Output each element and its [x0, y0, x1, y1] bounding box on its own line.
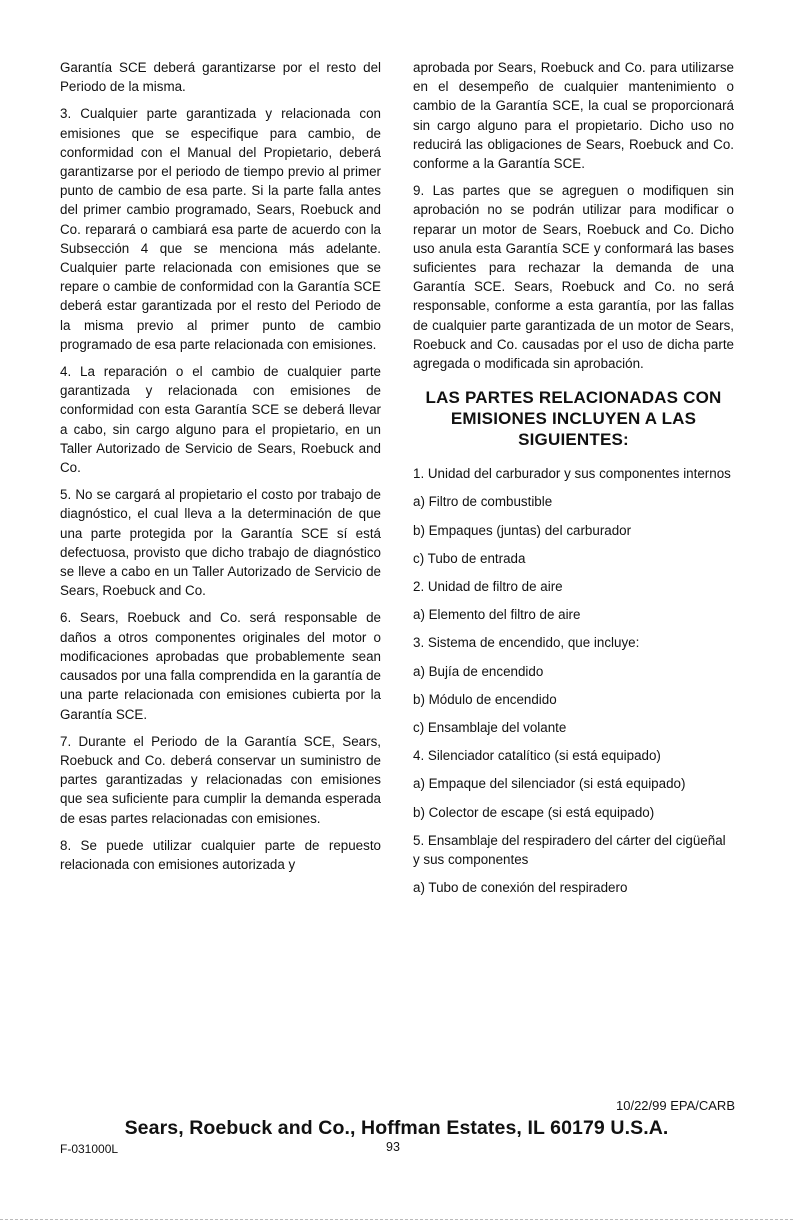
list-item: c) Ensamblaje del volante [413, 720, 567, 736]
paragraph-item-4: 4. La reparación o el cambio de cualquier parte garantizada y relacionada con emisiones de conformidad con esta Garantía SCE se deberá llevar a cabo, sin cargo alguno para el propietario, en un Taller Autorizado de Servicio de Sears, Roebuck and Co. [60, 364, 381, 476]
left-column [60, 58, 381, 882]
list-item: c) Tubo de entrada [413, 550, 526, 566]
page-number: 93 [386, 1140, 400, 1154]
date-code: 10/22/99 EPA/CARB [616, 1098, 735, 1113]
paragraph-item-8: 8. Se puede utilizar cualquier parte de repuesto relacionada con emisiones autorizada y [60, 837, 381, 872]
heading-line: EMISIONES INCLUYEN A LAS [450, 409, 697, 429]
page-edge-divider [0, 1219, 793, 1220]
list-item: a) Bujía de encendido [413, 663, 544, 679]
list-item: 4. Silenciador catalítico (si está equipado) [413, 748, 661, 764]
right-column [413, 58, 734, 907]
list-item: 5. Ensamblaje del respiradero del cárter del cigüeñal y sus componentes [413, 832, 726, 868]
list-item: a) Tubo de conexión del respiradero [413, 880, 628, 896]
paragraph-item-9: 9. Las partes que se agreguen o modifiquen sin aprobación no se podrán utilizar para modificar o reparar un motor de Sears, Roebuck and Co. Dicho uso anula esta Garantía SCE y conformará las bases suficientes para rechazar la demanda de una Garantía SCE. Sears, Roebuck and Co. no será responsable, conforme a esta garantía, por las fallas de cualquier parte garantizada de un motor de Sears, Roebuck and Co. causadas por el uso de dicha parte agregada o modificada sin aprobación. [413, 183, 734, 372]
list-item: b) Empaques (juntas) del carburador [413, 522, 632, 538]
part-code: F-031000L [60, 1142, 119, 1156]
paragraph-warranty-continued: Garantía SCE deberá garantizarse por el resto del Periodo de la misma. [60, 60, 381, 95]
list-item: 2. Unidad de filtro de aire [413, 579, 563, 595]
heading-line: SIGUIENTES: [518, 430, 629, 450]
paragraph-item-3: 3. Cualquier parte garantizada y relacionada con emisiones que se especifique para cambio, de conformidad con el Manual del Propietario, deberá garantizarse por el periodo de tiempo previo al primer punto de cambio de esa parte. Si la parte falla antes del primer cambio programado, Sears, Roebuck and Co. reparará o cambiará esa parte de acuerdo con la Subsección 4 que se menciona más adelante. Cualquier parte relacionada con emisiones que se repare o cambie de conformidad con la Garantía SCE deberá estar garantizada por el resto del Periodo de la misma previo al primer punto de cambio programado de esa parte relacionada con emisiones. [60, 106, 381, 352]
paragraph-item-5: 5. No se cargará al propietario el costo por trabajo de diagnóstico, el cual lleva a la determinación de que una parte protegida por la Garantía SCE sí está defectuosa, provisto que dicho trabajo de diagnóstico se lleve a cabo en un Taller Autorizado de Servicio de Sears, Roebuck and Co. [60, 487, 381, 599]
section-heading [413, 387, 734, 450]
parts-list [413, 464, 734, 897]
list-item: a) Empaque del silenciador (si está equipado) [413, 776, 686, 792]
list-item: b) Colector de escape (si está equipado) [413, 804, 655, 820]
paragraph-item-6: 6. Sears, Roebuck and Co. será responsable de daños a otros componentes originales del motor o modificaciones aprobadas que probablemente sean causados por una falla comprendida en la garantía de una parte relacionada con emisiones cubierta por la Garantía SCE. [60, 610, 381, 722]
list-item: b) Módulo de encendido [413, 691, 557, 707]
paragraph-item-7: 7. Durante el Periodo de la Garantía SCE, Sears, Roebuck and Co. deberá conservar un suministro de partes garantizadas y relacionadas con emisiones que sea suficiente para cumplir la demanda esperada de esas partes relacionadas con emisiones. [60, 733, 381, 826]
list-item: a) Elemento del filtro de aire [413, 607, 581, 623]
list-item: 3. Sistema de encendido, que incluye: [413, 635, 640, 651]
list-item: 1. Unidad del carburador y sus componentes internos [413, 466, 731, 482]
company-address: Sears, Roebuck and Co., Hoffman Estates, IL 60179 U.S.A. [124, 1117, 669, 1139]
paragraph-item-8-continued: aprobada por Sears, Roebuck and Co. para utilizarse en el desempeño de cualquier mantenimiento o cambio de la Garantía SCE, la cual se proporcionará sin cargo alguno para el propietario. Dicho uso no reducirá las obligaciones de Sears, Roebuck and Co. conforme a la Garantía SCE. [413, 60, 734, 172]
heading-line: LAS PARTES RELACIONADAS CON [425, 388, 722, 408]
list-item: a) Filtro de combustible [413, 494, 553, 510]
